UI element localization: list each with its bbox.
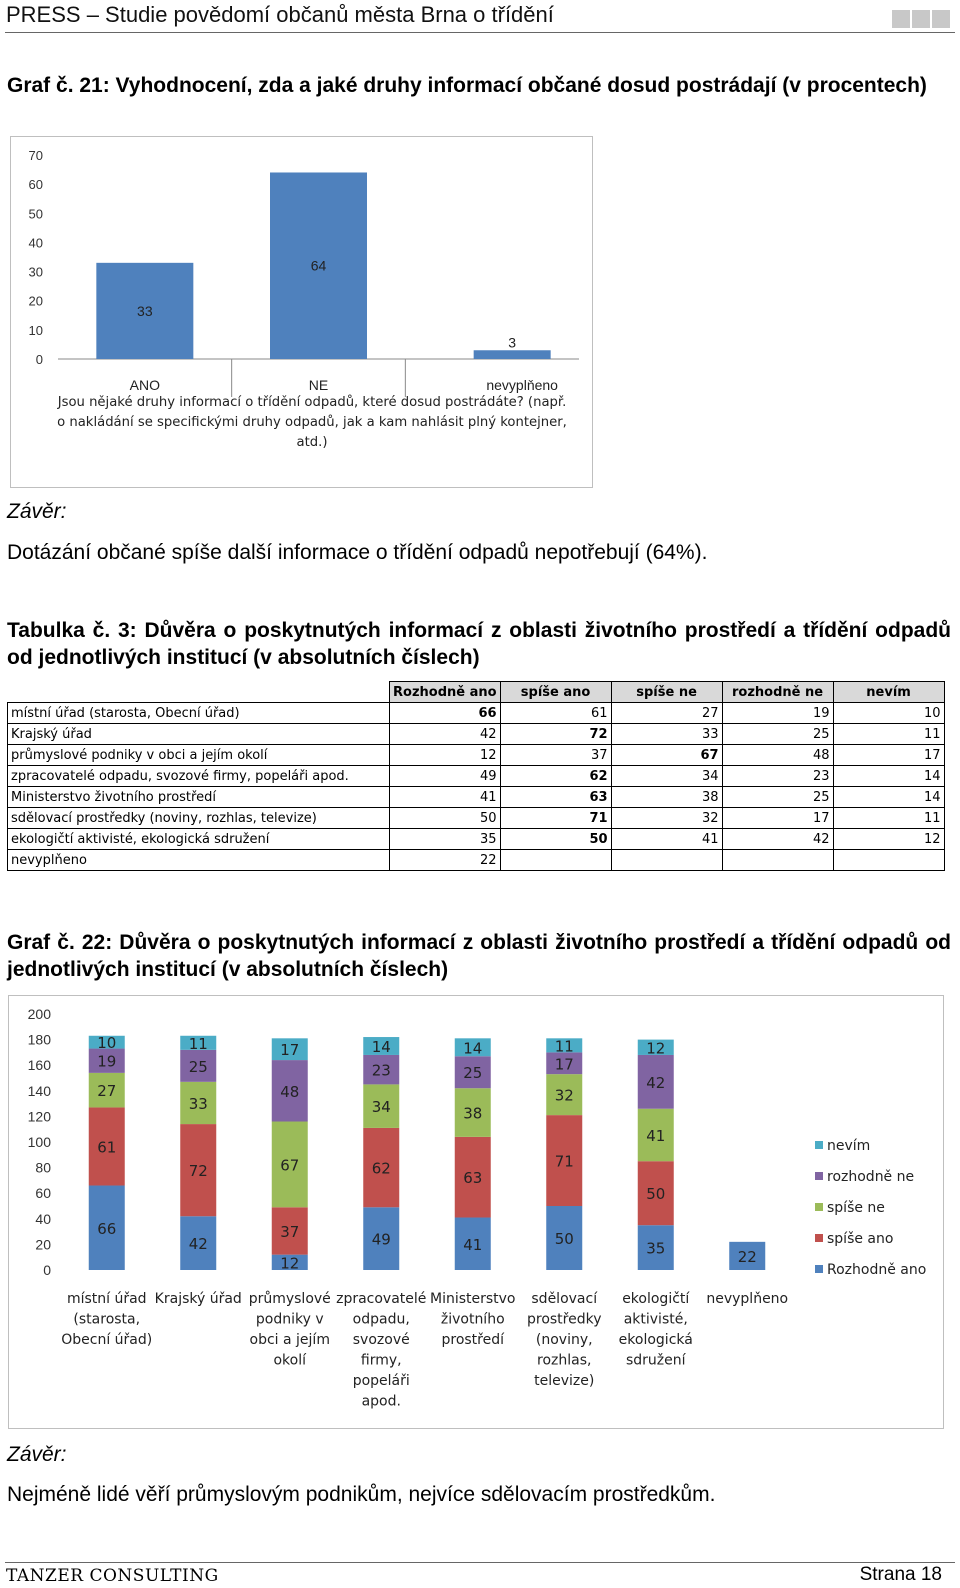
graf21-svg bbox=[11, 137, 592, 487]
bar-data-label: 71 bbox=[554, 1152, 574, 1171]
bar-data-label: 11 bbox=[554, 1037, 574, 1056]
table-cell: 25 bbox=[722, 724, 833, 745]
bar-data-label: 67 bbox=[280, 1156, 300, 1175]
table-row bbox=[8, 724, 945, 745]
x-tick-label: apod. bbox=[361, 1393, 401, 1410]
bar-data-label: 48 bbox=[280, 1082, 300, 1101]
y-tick-label: 80 bbox=[35, 1159, 51, 1176]
bar-data-label: 63 bbox=[463, 1169, 483, 1188]
table-row-label: nevyplňeno bbox=[8, 850, 390, 871]
y-tick-label: 40 bbox=[28, 235, 43, 251]
tabulka3-heading: Tabulka č. 3: Důvěra o poskytnutých informací z oblasti životního prostředí a třídění odpadů od jednotlivých institucí (v absolutních číslech) bbox=[7, 619, 951, 669]
conclusion2-label: Závěr: bbox=[7, 1443, 67, 1466]
table-cell bbox=[722, 850, 833, 871]
bar-data-label: 72 bbox=[188, 1162, 208, 1181]
table-header-cell: Rozhodně ano bbox=[390, 682, 501, 703]
bar-data-label: 12 bbox=[646, 1039, 666, 1058]
y-tick-label: 60 bbox=[28, 177, 43, 193]
page-header-title: PRESS – Studie povědomí občanů města Brna o třídění bbox=[6, 2, 554, 27]
bar-data-label: 17 bbox=[280, 1041, 300, 1060]
table-header-cell: rozhodně ne bbox=[722, 682, 833, 703]
bar-data-label: 32 bbox=[554, 1086, 574, 1105]
x-tick-label: nevyplňeno bbox=[706, 1291, 789, 1307]
bar-data-label: 49 bbox=[371, 1230, 391, 1249]
table-cell: 11 bbox=[833, 724, 944, 745]
table-cell: 27 bbox=[611, 703, 722, 724]
y-tick-label: 30 bbox=[28, 264, 43, 280]
tabulka3-table bbox=[7, 681, 945, 871]
x-tick-label: nevyplňeno bbox=[486, 377, 558, 393]
table-cell: 71 bbox=[500, 808, 611, 829]
graf21-chart bbox=[10, 136, 593, 488]
table-header-cell: spíše ano bbox=[500, 682, 611, 703]
bar-data-label: 19 bbox=[97, 1052, 117, 1071]
y-tick-label: 100 bbox=[27, 1134, 51, 1150]
table-cell: 23 bbox=[722, 766, 833, 787]
table-header-empty bbox=[8, 682, 390, 703]
x-tick-label: životního bbox=[440, 1311, 505, 1328]
table-cell: 10 bbox=[833, 703, 944, 724]
y-tick-label: 160 bbox=[27, 1057, 51, 1074]
table-row bbox=[8, 766, 945, 787]
table-header-cell: nevím bbox=[833, 682, 944, 703]
graf21-heading: Graf č. 21: Vyhodnocení, zda a jaké druhy informací občané dosud postrádají (v procentech) bbox=[7, 74, 927, 97]
legend-label: spíše ano bbox=[827, 1231, 894, 1247]
bar-data-label: 25 bbox=[463, 1064, 483, 1083]
header-rule bbox=[5, 32, 955, 33]
conclusion1-label: Závěr: bbox=[7, 500, 67, 523]
legend-swatch bbox=[815, 1234, 823, 1242]
y-tick-label: 200 bbox=[27, 1006, 51, 1022]
graf22-heading: Graf č. 22: Důvěra o poskytnutých informací z oblasti životního prostředí a třídění odpadů od jednotlivých institucí (v absolutních číslech) bbox=[7, 931, 951, 981]
x-tick-label: místní úřad bbox=[66, 1291, 147, 1307]
x-tick-label: rozhlas, bbox=[537, 1352, 592, 1369]
x-tick-label: prostředky bbox=[526, 1311, 602, 1328]
legend-swatch bbox=[815, 1203, 823, 1211]
table-cell: 67 bbox=[611, 745, 722, 766]
table-cell: 25 bbox=[722, 787, 833, 808]
x-tick-label: odpadu, bbox=[352, 1311, 410, 1328]
y-tick-label: 10 bbox=[28, 322, 43, 338]
legend-swatch bbox=[815, 1141, 823, 1149]
table-row bbox=[8, 808, 945, 829]
bar-data-label: 25 bbox=[188, 1057, 208, 1076]
y-tick-label: 0 bbox=[43, 1262, 51, 1278]
table-cell: 32 bbox=[611, 808, 722, 829]
y-tick-label: 180 bbox=[27, 1031, 51, 1048]
bar bbox=[474, 350, 551, 359]
x-tick-label: Obecní úřad) bbox=[61, 1332, 153, 1348]
x-tick-label: ekologičtí bbox=[622, 1291, 690, 1307]
y-tick-label: 140 bbox=[27, 1082, 51, 1099]
table-row-label: ekologičtí aktivisté, ekologická sdružení bbox=[8, 829, 390, 850]
bar-data-label: 14 bbox=[463, 1039, 483, 1058]
x-tick-label: firmy, bbox=[360, 1352, 402, 1369]
table-cell bbox=[611, 850, 722, 871]
y-tick-label: 50 bbox=[28, 206, 43, 222]
bar-data-label: 17 bbox=[554, 1055, 574, 1074]
table-cell: 66 bbox=[390, 703, 501, 724]
y-tick-label: 60 bbox=[35, 1185, 51, 1202]
table-cell bbox=[500, 850, 611, 871]
x-tick-label: (noviny, bbox=[535, 1332, 593, 1348]
y-tick-label: 70 bbox=[28, 148, 43, 163]
table-cell: 12 bbox=[833, 829, 944, 850]
bar-data-label: 38 bbox=[463, 1104, 483, 1123]
table-cell: 12 bbox=[390, 745, 501, 766]
footer-page-number: Strana 18 bbox=[859, 1564, 942, 1585]
x-tick-label: zpracovatelé bbox=[336, 1291, 427, 1307]
legend-swatch bbox=[815, 1265, 823, 1273]
bar-data-label: 14 bbox=[371, 1038, 391, 1056]
table-cell: 17 bbox=[722, 808, 833, 829]
table-header-row bbox=[8, 682, 945, 703]
x-tick-label: okolí bbox=[273, 1352, 307, 1369]
x-tick-label: podniky v bbox=[255, 1311, 324, 1328]
bar-data-label: 3 bbox=[508, 334, 517, 351]
table-cell: 50 bbox=[500, 829, 611, 850]
footer-company: TANZER CONSULTING bbox=[6, 1566, 219, 1586]
bar-data-label: 41 bbox=[463, 1235, 483, 1254]
bar-data-label: 64 bbox=[310, 257, 327, 274]
x-tick-label: sdělovací bbox=[531, 1291, 598, 1307]
x-tick-label: svozové bbox=[352, 1332, 410, 1348]
bar-data-label: 42 bbox=[646, 1073, 666, 1092]
header-decoration bbox=[892, 10, 950, 28]
bar-data-label: 23 bbox=[371, 1061, 391, 1080]
table-row bbox=[8, 745, 945, 766]
table-cell: 63 bbox=[500, 787, 611, 808]
table-cell: 33 bbox=[611, 724, 722, 745]
legend-label: Rozhodně ano bbox=[827, 1262, 927, 1278]
table-cell: 14 bbox=[833, 787, 944, 808]
legend-label: rozhodně ne bbox=[827, 1169, 915, 1185]
bar-data-label: 62 bbox=[371, 1159, 391, 1178]
legend-label: nevím bbox=[827, 1138, 871, 1154]
table-cell: 72 bbox=[500, 724, 611, 745]
table-row-label: zpracovatelé odpadu, svozové firmy, popeláři apod. bbox=[8, 766, 390, 787]
table-cell: 49 bbox=[390, 766, 501, 787]
bar-data-label: 33 bbox=[137, 302, 153, 319]
bar-data-label: 22 bbox=[737, 1247, 757, 1266]
tabulka3-table-wrap bbox=[7, 681, 945, 871]
x-tick-label: popeláři bbox=[352, 1373, 410, 1389]
table-cell: 17 bbox=[833, 745, 944, 766]
x-tick-label: Ministerstvo bbox=[429, 1291, 516, 1307]
x-tick-label: (starosta, bbox=[73, 1311, 141, 1328]
y-tick-label: 40 bbox=[35, 1210, 51, 1227]
table-row bbox=[8, 850, 945, 871]
table-row bbox=[8, 829, 945, 850]
bar-data-label: 37 bbox=[280, 1222, 300, 1241]
bar-data-label: 27 bbox=[97, 1082, 117, 1101]
y-tick-label: 20 bbox=[28, 293, 43, 309]
table-cell: 22 bbox=[390, 850, 501, 871]
table-cell: 14 bbox=[833, 766, 944, 787]
table-cell bbox=[833, 850, 944, 871]
table-row bbox=[8, 703, 945, 724]
chart-caption-line: o nakládání se specifickými druhy odpadů, jak a kam nahlásit plný kontejner, bbox=[57, 415, 567, 430]
table-cell: 61 bbox=[500, 703, 611, 724]
table-row bbox=[8, 787, 945, 808]
table-row-label: sdělovací prostředky (noviny, rozhlas, televize) bbox=[8, 808, 390, 829]
table-header-cell: spíše ne bbox=[611, 682, 722, 703]
chart-caption-line: atd.) bbox=[296, 435, 328, 450]
table-cell: 34 bbox=[611, 766, 722, 787]
table-cell: 42 bbox=[722, 829, 833, 850]
x-tick-label: Krajský úřad bbox=[154, 1291, 242, 1307]
table-cell: 42 bbox=[390, 724, 501, 745]
bar-data-label: 66 bbox=[97, 1219, 117, 1238]
table-row-label: průmyslové podniky v obci a jejím okolí bbox=[8, 745, 390, 766]
table-cell: 37 bbox=[500, 745, 611, 766]
footer-rule bbox=[5, 1562, 955, 1563]
table-cell: 41 bbox=[611, 829, 722, 850]
bar-data-label: 12 bbox=[280, 1254, 300, 1273]
y-tick-label: 0 bbox=[35, 352, 43, 367]
table-row-label: místní úřad (starosta, Obecní úřad) bbox=[8, 703, 390, 724]
bar-data-label: 50 bbox=[554, 1230, 574, 1248]
legend-swatch bbox=[815, 1172, 823, 1180]
table-row-label: Krajský úřad bbox=[8, 724, 390, 745]
conclusion1-text: Dotázání občané spíše další informace o třídění odpadů nepotřebují (64%). bbox=[7, 541, 708, 564]
conclusion2-text: Nejméně lidé věří průmyslovým podnikům, nejvíce sdělovacím prostředkům. bbox=[7, 1483, 716, 1506]
bar-data-label: 50 bbox=[646, 1185, 666, 1204]
table-cell: 38 bbox=[611, 787, 722, 808]
chart-caption-line: Jsou nějaké druhy informací o třídění odpadů, které dosud postrádáte? (např. bbox=[57, 395, 567, 410]
bar-data-label: 42 bbox=[188, 1235, 208, 1254]
bar-data-label: 11 bbox=[188, 1034, 208, 1053]
table-cell: 11 bbox=[833, 808, 944, 829]
x-tick-label: průmyslové bbox=[248, 1291, 331, 1307]
x-tick-label: obci a jejím bbox=[249, 1332, 330, 1348]
x-tick-label: televize) bbox=[534, 1373, 595, 1389]
x-tick-label: NE bbox=[308, 377, 329, 393]
y-tick-label: 20 bbox=[35, 1236, 51, 1253]
table-cell: 50 bbox=[390, 808, 501, 829]
x-tick-label: ANO bbox=[129, 377, 161, 393]
bar-data-label: 33 bbox=[188, 1094, 208, 1113]
table-cell: 35 bbox=[390, 829, 501, 850]
y-tick-label: 120 bbox=[27, 1108, 51, 1125]
table-cell: 62 bbox=[500, 766, 611, 787]
table-cell: 19 bbox=[722, 703, 833, 724]
graf22-chart bbox=[8, 995, 944, 1429]
bar-data-label: 41 bbox=[646, 1126, 666, 1145]
x-tick-label: sdružení bbox=[625, 1352, 686, 1369]
bar-data-label: 61 bbox=[97, 1138, 117, 1157]
x-tick-label: prostředí bbox=[441, 1332, 505, 1348]
table-row-label: Ministerstvo životního prostředí bbox=[8, 787, 390, 808]
legend-label: spíše ne bbox=[827, 1200, 885, 1216]
table-cell: 48 bbox=[722, 745, 833, 766]
bar-data-label: 10 bbox=[97, 1034, 117, 1053]
bar-data-label: 35 bbox=[646, 1239, 666, 1258]
table-cell: 41 bbox=[390, 787, 501, 808]
bar-data-label: 34 bbox=[371, 1098, 391, 1117]
x-tick-label: aktivisté, bbox=[623, 1311, 688, 1328]
graf22-svg bbox=[9, 996, 943, 1428]
x-tick-label: ekologická bbox=[618, 1332, 693, 1348]
